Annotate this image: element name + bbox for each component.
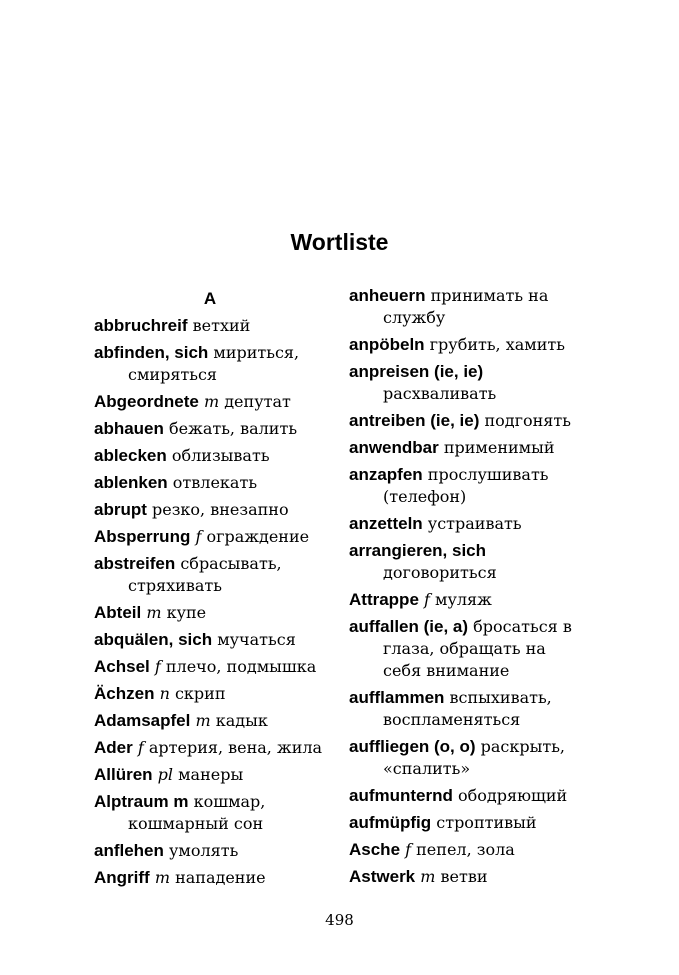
translation: сбрасывать, стряхивать — [128, 554, 282, 595]
dictionary-entry — [94, 472, 326, 494]
dictionary-entry — [94, 683, 326, 705]
dictionary-entry — [94, 315, 326, 337]
headword: anzetteln — [349, 514, 423, 533]
headword: abrupt — [94, 500, 147, 519]
translation: договориться — [383, 563, 497, 582]
grammar-label: f — [195, 527, 202, 546]
dictionary-entry — [94, 553, 326, 597]
dictionary-entry — [94, 629, 326, 651]
dictionary-entry — [94, 840, 326, 862]
headword: abbruchreif — [94, 316, 188, 335]
headword: abstreifen — [94, 554, 176, 573]
translation: ограждение — [206, 527, 310, 546]
dictionary-entry — [349, 285, 589, 329]
dictionary-entry — [94, 418, 326, 440]
dictionary-entry — [94, 656, 326, 678]
headword: Attrappe — [349, 590, 419, 609]
dictionary-entry — [94, 764, 326, 786]
translation: резко, внезапно — [151, 500, 289, 519]
dictionary-entry — [349, 839, 589, 861]
dictionary-entry — [349, 361, 589, 405]
translation: бросаться в глаза, обращать на себя внимание — [383, 617, 572, 680]
headword: ablecken — [94, 446, 167, 465]
translation: ветви — [440, 867, 488, 886]
dictionary-entry — [349, 866, 589, 888]
translation: прослушивать (телефон) — [383, 465, 549, 506]
headword: Allüren — [94, 765, 153, 784]
headword: Alptraum m — [94, 792, 189, 811]
headword: Abteil — [94, 603, 142, 622]
grammar-label: m — [154, 868, 170, 887]
translation: расхваливать — [383, 384, 497, 403]
headword: auffallen (ie, a) — [349, 617, 469, 636]
dictionary-entry — [349, 616, 589, 682]
section-letter: A — [203, 289, 217, 308]
grammar-label: f — [154, 657, 161, 676]
translation: нападение — [175, 868, 266, 887]
headword: Ader — [94, 738, 133, 757]
translation: вспыхивать, воспламеняться — [383, 688, 552, 729]
dictionary-entry — [349, 334, 589, 356]
dictionary-entry — [94, 342, 326, 386]
grammar-label: m — [195, 711, 211, 730]
headword: auffliegen (o, o) — [349, 737, 476, 756]
headword: Angriff — [94, 868, 150, 887]
headword: Asche — [349, 840, 401, 859]
translation: раскрыть, «спалить» — [383, 737, 566, 778]
translation: манеры — [178, 765, 244, 784]
dictionary-entry — [349, 785, 589, 807]
headword: abfinden, sich — [94, 343, 209, 362]
translation: ободряющий — [457, 786, 568, 805]
translation: ветхий — [192, 316, 251, 335]
page-number: 498 — [325, 911, 354, 929]
page-title: Wortliste — [290, 229, 389, 255]
headword: aufmunternd — [349, 786, 453, 805]
headword: Ächzen — [94, 684, 155, 703]
headword: anwendbar — [349, 438, 439, 457]
dictionary-entry — [94, 499, 326, 521]
headword: aufflammen — [349, 688, 445, 707]
headword: aufmüpfig — [349, 813, 432, 832]
headword: ablenken — [94, 473, 168, 492]
translation: бежать, валить — [169, 419, 298, 438]
dictionary-entry — [94, 526, 326, 548]
dictionary-entry — [349, 687, 589, 731]
translation: мучаться — [217, 630, 296, 649]
headword: Adamsapfel — [94, 711, 191, 730]
translation: муляж — [435, 590, 492, 609]
grammar-label: n — [159, 684, 170, 703]
headword: anheuern — [349, 286, 426, 305]
translation: грубить, хамить — [429, 335, 565, 354]
grammar-label: f — [137, 738, 144, 757]
translation: купе — [166, 603, 207, 622]
right-entry-list — [349, 285, 589, 888]
dictionary-entry — [349, 540, 589, 584]
translation: умолять — [169, 841, 239, 860]
dictionary-entry — [94, 602, 326, 624]
translation: подгонять — [484, 411, 571, 430]
translation: плечо, подмышка — [165, 657, 317, 676]
dictionary-entry — [349, 437, 589, 459]
dictionary-entry — [349, 513, 589, 535]
dictionary-entry — [94, 867, 326, 889]
grammar-label: m — [146, 603, 162, 622]
headword: antreiben (ie, ie) — [349, 411, 480, 430]
dictionary-entry — [349, 589, 589, 611]
translation: применимый — [443, 438, 555, 457]
dictionary-entry — [349, 736, 589, 780]
translation: кадык — [215, 711, 268, 730]
dictionary-entry — [94, 737, 326, 759]
grammar-label: m — [203, 392, 220, 411]
headword: Absperrung — [94, 527, 191, 546]
headword: anflehen — [94, 841, 164, 860]
grammar-label: pl — [157, 765, 174, 784]
translation: депутат — [224, 392, 291, 411]
grammar-label: f — [405, 840, 412, 859]
left-column — [94, 285, 326, 894]
dictionary-entry — [349, 812, 589, 834]
headword: Abgeordnete — [94, 392, 199, 411]
translation: мириться, смиряться — [128, 343, 300, 384]
translation: скрип — [174, 684, 226, 703]
headword: anpöbeln — [349, 335, 425, 354]
dictionary-entry — [349, 464, 589, 508]
translation: устраивать — [427, 514, 522, 533]
dictionary-entry — [94, 710, 326, 732]
translation: строптивый — [436, 813, 537, 832]
translation: кошмар, кошмарный сон — [128, 792, 266, 833]
translation: облизывать — [171, 446, 270, 465]
headword: Astwerk — [349, 867, 416, 886]
headword: anpreisen (ie, ie) — [349, 362, 484, 381]
left-entry-list — [94, 315, 326, 889]
dictionary-entry — [94, 791, 326, 835]
translation: артерия, вена, жила — [148, 738, 323, 757]
headword: anzapfen — [349, 465, 423, 484]
headword: abhauen — [94, 419, 164, 438]
translation: отвлекать — [172, 473, 258, 492]
headword: arrangieren, sich — [349, 541, 487, 560]
right-column — [349, 285, 589, 893]
headword: abquälen, sich — [94, 630, 213, 649]
grammar-label: m — [420, 867, 436, 886]
dictionary-entry — [94, 391, 326, 413]
dictionary-entry — [94, 445, 326, 467]
dictionary-entry — [349, 410, 589, 432]
grammar-label: f — [424, 590, 430, 609]
translation: пепел, зола — [416, 840, 515, 859]
translation: принимать на службу — [383, 286, 549, 327]
headword: Achsel — [94, 657, 150, 676]
